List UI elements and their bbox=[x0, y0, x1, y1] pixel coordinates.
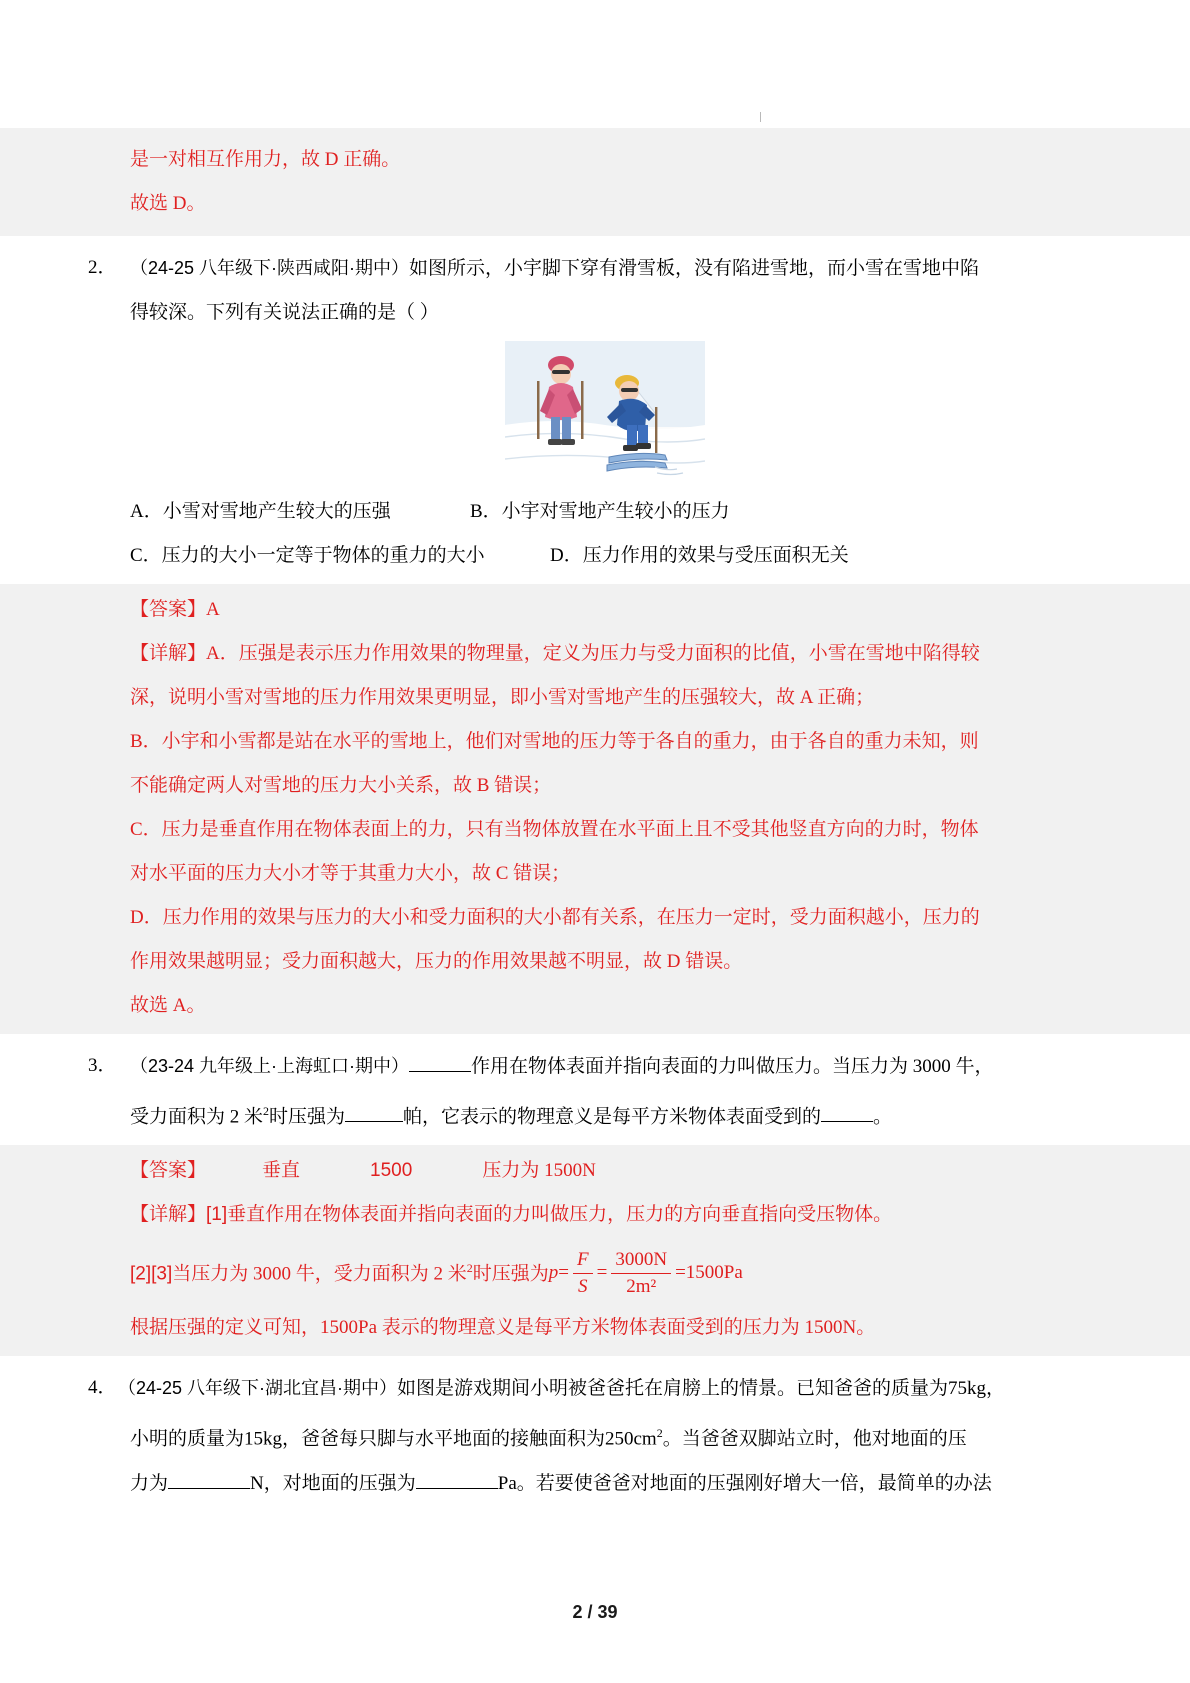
q2-answer-row bbox=[0, 588, 1190, 632]
q2-stem-text-1: 如图所示，小宇脚下穿有滑雪板，没有陷进雪地，而小雪在雪地中陷 bbox=[409, 258, 980, 279]
q1-answer-block bbox=[0, 128, 1190, 236]
q2-number: 2． bbox=[88, 257, 117, 278]
q3-detail-line-2 bbox=[0, 1237, 1190, 1306]
q4-blank-2[interactable] bbox=[416, 1488, 498, 1489]
q1-detail-tail-line: 是一对相互作用力，故 D 正确。 bbox=[130, 149, 401, 170]
q4-stem-text-3c: Pa。若要使爸爸对地面的压强刚好增大一倍，最简单的办法 bbox=[497, 1472, 992, 1494]
formula-result: 1500Pa bbox=[685, 1262, 743, 1284]
q3-answer-label: 【答案】 bbox=[130, 1160, 207, 1182]
formula-eq-2: = bbox=[596, 1262, 608, 1284]
q4-stem-text-1: 如图是游戏期间小明被爸爸托在肩膀上的情景。已知爸爸的质量为75kg， bbox=[397, 1378, 1006, 1400]
q2-detail-line-1 bbox=[0, 632, 1190, 676]
q3-detail-tag-2: [2][3] bbox=[130, 1263, 173, 1285]
q3-stem-text-2c: 帕，它表示的物理意义是每平方米物体表面受到的 bbox=[403, 1106, 822, 1128]
q3-detail-text-1: 垂直作用在物体表面并指向表面的力叫做压力，压力的方向垂直指向受压物体。 bbox=[227, 1204, 893, 1226]
q3-stem-text-2a: 受力面积为 2 米 bbox=[130, 1106, 264, 1128]
q4-stem-line-3 bbox=[0, 1462, 1190, 1506]
page-number-footer: 2 / 39 bbox=[572, 1602, 618, 1622]
q2-answer-label: 【答案】 bbox=[130, 599, 207, 620]
q2-source: （24-25 八年级下·陕西咸阳·期中） bbox=[130, 258, 410, 278]
q3-detail-text-2a: 当压力为 3000 牛，受力面积为 2 米 bbox=[172, 1263, 467, 1285]
formula-fraction-fs bbox=[573, 1248, 593, 1299]
q3-stem-line-1 bbox=[0, 1044, 1190, 1089]
q2-detail-line-7: D．压力作用的效果与压力的大小和受力面积的大小都有关系，在压力一定时，受力面积越小，压力的 bbox=[130, 907, 980, 928]
q3-stem-text-1: 作用在物体表面并指向表面的力叫做压力。当压力为 3000 牛， bbox=[471, 1056, 994, 1077]
q3-unit-exponent: 2 bbox=[263, 1104, 270, 1118]
formula-denominator-s: S bbox=[578, 1276, 588, 1298]
q2-detail-text-1: A．压强是表示压力作用效果的物理量，定义为压力与受力面积的比值，小雪在雪地中陷得较 bbox=[206, 643, 980, 664]
q3-answer-value-3: 压力为 1500N bbox=[482, 1160, 596, 1182]
q3-detail-text-2b: 时压强为 bbox=[472, 1263, 549, 1285]
q3-stem-text-2b: 时压强为 bbox=[269, 1106, 346, 1128]
pressure-formula bbox=[549, 1242, 743, 1304]
q2-stem-line-2: 得较深。下列有关说法正确的是（ ） bbox=[130, 302, 439, 323]
q2-option-c[interactable]: C．压力的大小一定等于物体的重力的大小 bbox=[130, 545, 485, 566]
q3-blank-2[interactable] bbox=[345, 1121, 403, 1122]
formula-eq-1: = bbox=[558, 1262, 569, 1284]
q4-stem-text-3b: N，对地面的压强为 bbox=[250, 1472, 416, 1494]
q2-answer-block bbox=[0, 584, 1190, 1034]
q3-detail-exponent: 2 bbox=[466, 1261, 473, 1276]
q4-number: 4． bbox=[88, 1377, 117, 1399]
q2-option-a[interactable]: A．小雪对雪地产生较大的压强 bbox=[130, 501, 391, 522]
q2-detail-label: 【详解】 bbox=[130, 643, 207, 664]
q2-detail-line-8: 作用效果越明显；受力面积越大，压力的作用效果越不明显，故 D 错误。 bbox=[130, 951, 743, 972]
q2-figure-container bbox=[0, 335, 1190, 490]
q2-conclusion: 故选 A。 bbox=[130, 995, 206, 1016]
q3-number: 3． bbox=[88, 1055, 117, 1076]
q4-stem-text-2a: 小明的质量为15kg，爸爸每只脚与水平地面的接触面积为250cm bbox=[130, 1428, 657, 1450]
q4-stem-text-3a: 力为 bbox=[130, 1472, 169, 1494]
formula-denominator-area: 2m² bbox=[626, 1276, 657, 1298]
q3-blank-3[interactable] bbox=[821, 1121, 873, 1122]
formula-numerator-force: 3000N bbox=[611, 1248, 671, 1274]
q3-detail-line-1 bbox=[0, 1193, 1190, 1237]
q3-detail-line-3: 根据压强的定义可知，1500Pa 表示的物理意义是每平方米物体表面受到的压力为 1500N。 bbox=[130, 1317, 876, 1339]
q3-answer-block bbox=[0, 1145, 1190, 1356]
q2-option-d[interactable]: D．压力作用的效果与受压面积无关 bbox=[550, 545, 849, 566]
q1-conclusion: 故选 D。 bbox=[130, 193, 206, 214]
q3-blank-1[interactable] bbox=[409, 1071, 471, 1072]
q3-answer-value-1: 垂直 bbox=[262, 1160, 301, 1182]
formula-numerator-f: F bbox=[573, 1248, 593, 1274]
q3-answer-value-2: 1500 bbox=[370, 1160, 413, 1182]
q4-stem-line-2 bbox=[0, 1411, 1190, 1461]
formula-p: p bbox=[548, 1262, 559, 1284]
q4-stem-text-2b: 。当爸爸双脚站立时，他对地面的压 bbox=[662, 1428, 967, 1450]
skiing-illustration bbox=[505, 341, 705, 481]
q3-detail-label: 【详解】 bbox=[130, 1204, 207, 1226]
q2-detail-line-5: C．压力是垂直作用在物体表面上的力，只有当物体放置在水平面上且不受其他竖直方向的力时，物体 bbox=[130, 819, 979, 840]
q2-options-row-1 bbox=[0, 490, 1190, 534]
q4-stem-line-1 bbox=[0, 1366, 1190, 1411]
q2-detail-line-3: B．小宇和小雪都是站在水平的雪地上，他们对雪地的压力等于各自的重力，由于各自的重力未知，则 bbox=[130, 731, 979, 752]
q2-detail-line-2: 深，说明小雪对雪地的压力作用效果更明显，即小雪对雪地产生的压强较大，故 A 正确； bbox=[130, 687, 875, 708]
formula-fraction-values bbox=[611, 1248, 671, 1299]
formula-eq-3: = bbox=[675, 1262, 686, 1284]
q4-source: （24-25 八年级下·湖北宜昌·期中） bbox=[118, 1378, 398, 1399]
q2-stem-line-1 bbox=[0, 246, 1190, 291]
q3-stem-line-2 bbox=[0, 1089, 1190, 1139]
q3-source: （23-24 九年级上·上海虹口·期中） bbox=[130, 1056, 410, 1076]
q3-detail-tag-1: [1] bbox=[206, 1204, 228, 1226]
q3-stem-text-2d: 。 bbox=[873, 1106, 893, 1128]
q2-detail-line-4: 不能确定两人对雪地的压力大小关系，故 B 错误； bbox=[130, 775, 552, 796]
q2-detail-line-6: 对水平面的压力大小才等于其重力大小，故 C 错误； bbox=[130, 863, 571, 884]
q4-area-exponent: 2 bbox=[656, 1426, 663, 1441]
q2-answer-value: A bbox=[206, 599, 220, 620]
q4-blank-1[interactable] bbox=[168, 1488, 250, 1489]
q2-option-b[interactable]: B．小宇对雪地产生较小的压力 bbox=[470, 501, 730, 522]
q2-options-row-2 bbox=[0, 534, 1190, 578]
q3-answer-row bbox=[0, 1149, 1190, 1193]
